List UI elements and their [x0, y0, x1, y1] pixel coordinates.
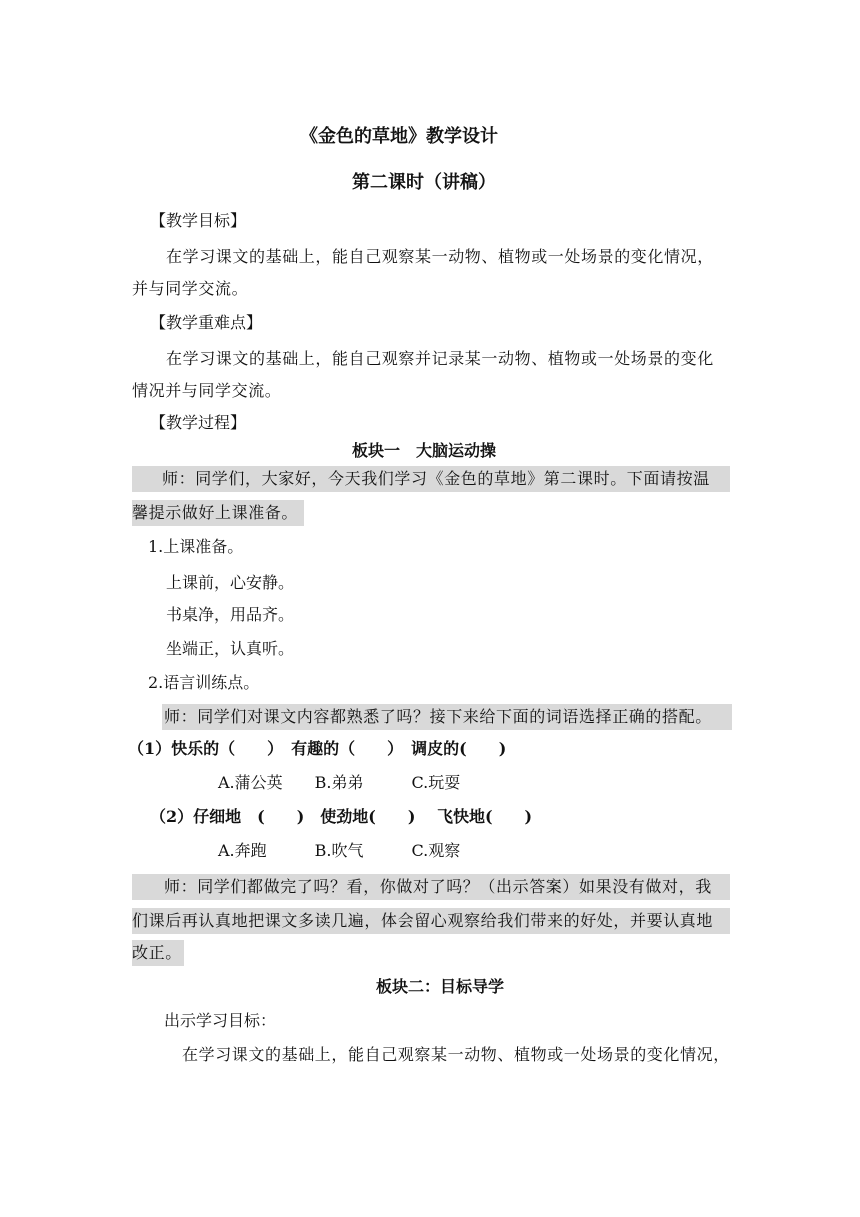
question-2-options: A.奔跑 B.吹气 C.观察 [218, 841, 461, 860]
objective-line-2: 并与同学交流。 [132, 279, 249, 298]
rhyme-line-1: 上课前，心安静。 [166, 573, 295, 592]
item-1-label: 1.上课准备。 [148, 537, 244, 556]
question-1-options: A.蒲公英 B.弟弟 C.玩耍 [218, 773, 461, 792]
objective-heading: 【教学目标】 [150, 211, 247, 230]
teacher-question: 师：同学们对课文内容都熟悉了吗？接下来给下面的词语选择正确的搭配。 [164, 707, 712, 726]
rhyme-line-2: 书桌净，用品齐。 [166, 605, 295, 624]
document-subtitle: 第二课时（讲稿） [352, 172, 496, 193]
question-2: （2）仔细地 ( ) 使劲地( ) 飞快地( ) [150, 807, 533, 826]
item-2-label: 2.语言训练点。 [148, 673, 260, 692]
goal-line-1: 在学习课文的基础上，能自己观察某一动物、植物或一处场景的变化情况， [182, 1045, 730, 1064]
teacher-answer-line-3: 改正。 [132, 943, 182, 962]
teacher-answer-line-2: 们课后再认真地把课文多读几遍，体会留心观察给我们带来的好处，并要认真地 [132, 911, 714, 930]
block1-heading: 板块一 大脑运动操 [352, 441, 497, 460]
teacher-intro-line-2: 馨提示做好上课准备。 [132, 503, 299, 522]
question-1: （1）快乐的（ ） 有趣的（ ） 调皮的( ) [128, 739, 507, 758]
key-points-line-2: 情况并与同学交流。 [132, 381, 282, 400]
block2-heading: 板块二：目标导学 [376, 977, 505, 996]
key-points-line-1: 在学习课文的基础上，能自己观察并记录某一动物、植物或一处场景的变化 [166, 349, 714, 368]
objective-line-1: 在学习课文的基础上，能自己观察某一动物、植物或一处场景的变化情况， [166, 247, 714, 266]
teacher-answer-line-1: 师：同学们都做完了吗？看，你做对了吗？（出示答案）如果没有做对，我 [164, 877, 712, 896]
rhyme-line-3: 坐端正，认真听。 [166, 639, 295, 658]
document-title: 《金色的草地》教学设计 [300, 126, 498, 147]
key-points-heading: 【教学重难点】 [150, 313, 263, 332]
process-heading: 【教学过程】 [150, 413, 247, 432]
teacher-intro-line-1: 师：同学们，大家好，今天我们学习《金色的草地》第二课时。下面请按温 [162, 469, 710, 488]
show-goal-label: 出示学习目标： [164, 1011, 277, 1030]
